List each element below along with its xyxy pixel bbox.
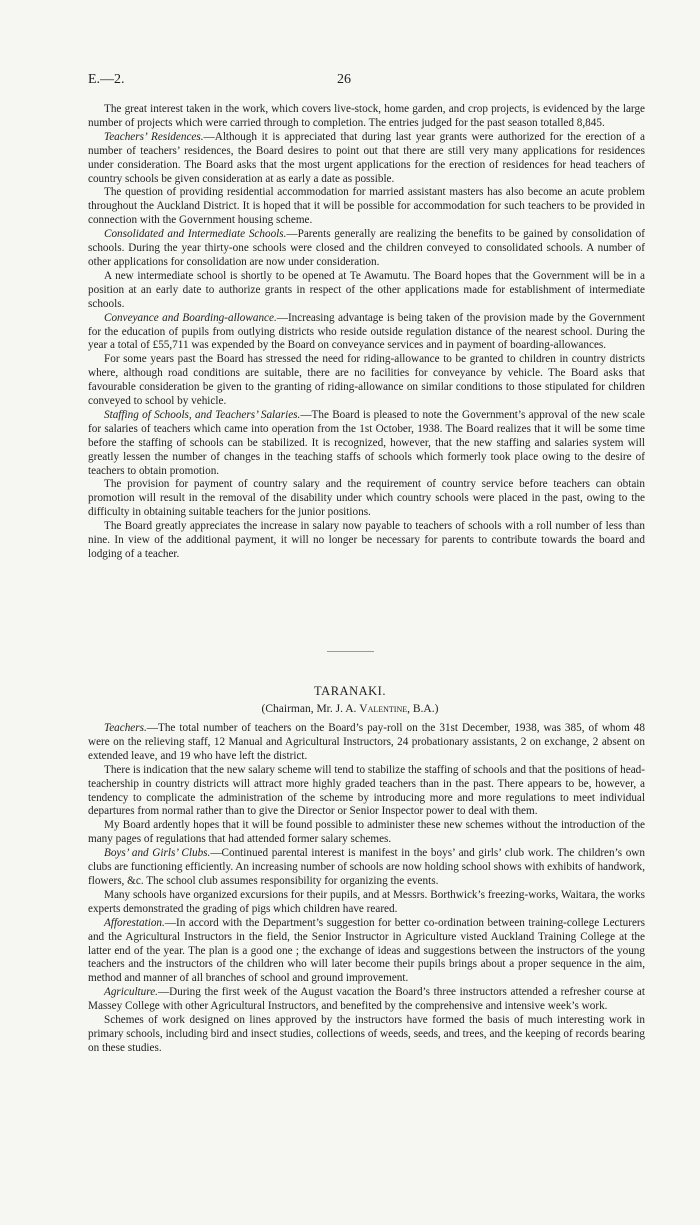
paragraph: Consolidated and Intermediate Schools.—Parents generally are realizing the benefits to be gained by consolidation of schools. During the year thirty-one schools were closed and the children conveyed to consolidated schools. A number of other applications for consolidation are now under consideration. [88, 228, 645, 268]
page-number: 26 [337, 72, 351, 87]
paragraph: The great interest taken in the work, which covers live-stock, home garden, and crop projects, is evidenced by the large number of projects which were carried through to completion. The entries judged for the past season totalled 8,845. [88, 103, 645, 129]
auckland-report-text [88, 103, 645, 562]
report-reference: E.—2. [88, 72, 125, 87]
paragraph: Afforestation.—In accord with the Department’s suggestion for better co-ordination between training-college Lecturers and the Agricultural Instructors in the field, the Senior Instructor in Agriculture visted Auckland Training College at the latter end of the year. The plan is a good one ; the exchange of ideas and suggestions between the instructors of the young teachers and the instructors of the children who will later become their pupils brings about a proper sequence in the aim, method and manner of all branches of school and ground improvement. [88, 916, 645, 985]
paragraph: Many schools have organized excursions for their pupils, and at Messrs. Borthwick’s freezing-works, Waitara, the works experts demonstrated the grading of pigs which children have reared. [88, 888, 645, 915]
paragraph: Boys’ and Girls’ Clubs.—Continued parental interest is manifest in the boys’ and girls’ club work. The children’s own clubs are functioning efficiently. An increasing number of schools are now holding school shows with exhibits of handwork, flowers, &c. The school club assumes responsibility for organizing the events. [88, 847, 645, 887]
paragraph: Teachers.—The total number of teachers on the Board’s pay-roll on the 31st December, 1938, was 385, of whom 48 were on the relieving staff, 12 Manual and Agricultural Instructors, 24 probationary assistants, 2 on exchange, 2 absent on extended leave, and 19 who have left the district. [88, 722, 645, 762]
paragraph: A new intermediate school is shortly to be opened at Te Awamutu. The Board hopes that the Government will be in a position at an early date to authorize grants in respect of the other applications made for establishment of intermediate schools. [88, 269, 645, 310]
paragraph: My Board ardently hopes that it will be found possible to administer these new schemes without the introduction of the many pages of regulations that had attended former salary schemes. [88, 819, 645, 846]
section-divider [327, 651, 374, 652]
section-chairman: (Chairman, Mr. J. A. Valentine, B.A.) [261, 703, 439, 715]
paragraph-heading: Staffing of Schools, and Teachers’ Salaries. [104, 408, 301, 421]
paragraph-heading: Teachers. [104, 722, 147, 734]
paragraph: Teachers’ Residences.—Although it is appreciated that during last year grants were authorized for the erection of a number of teachers’ residences, the Board desires to point out that there are still very many applications for residences under consideration. The Board asks that the most urgent applications for the erection of residences for head teachers of country schools be given consideration at as early a date as possible. [88, 130, 645, 185]
paragraph: Agriculture.—During the first week of the August vacation the Board’s three instructors attended a refresher course at Massey College with other Agricultural Instructors, and benefited by the comprehensive and intensive week’s work. [88, 986, 645, 1013]
paragraph: The question of providing residential accommodation for married assistant masters has also become an acute problem throughout the Auckland District. It is hoped that it will be possible for accommodation for such teachers to be provided in connection with the Government housing scheme. [88, 186, 645, 227]
paragraph-heading: Consolidated and Intermediate Schools. [104, 228, 287, 241]
paragraph-heading: Conveyance and Boarding-allowance. [104, 311, 277, 324]
section-title: TARANAKI. [314, 684, 386, 698]
paragraph: There is indication that the new salary scheme will tend to stabilize the staffing of schools and that the positions of head-teachership in country districts will attract more highly graded teachers than in the past. There appears to be, however, a tendency to complicate the administration of the scheme by introducing more and more regulations to meet individual departures from normal rather than to give the Director or Senior Inspector power to deal with them. [88, 763, 645, 818]
paragraph-heading: Teachers’ Residences. [104, 130, 204, 143]
paragraph-heading: Agriculture. [104, 986, 158, 999]
paragraph: Conveyance and Boarding-allowance.—Increasing advantage is being taken of the provision made by the Government for the education of pupils from outlying districts who reside outside regulation distance of the nearest school. During the year a total of £55,711 was expended by the Board on conveyance services and in payment of boarding-allowances. [88, 311, 645, 352]
paragraph-heading: Afforestation. [104, 916, 165, 929]
paragraph: Staffing of Schools, and Teachers’ Salaries.—The Board is pleased to note the Government’s approval of the new scale for salaries of teachers which came into operation from the 1st October, 1938. The Board realizes that it will be some time before the staffing of schools can be stabilized. It is recognized, however, that the new staffing and salaries system will greatly lessen the number of changes in the teaching staffs of schools which formerly took place owing to the desire of teachers to obtain promotion. [88, 408, 645, 477]
paragraph: The provision for payment of country salary and the requirement of country service before teachers can obtain promotion will result in the removal of the disability under which country schools were placed in the past, owing to the difficulty in obtaining suitable teachers for the junior positions. [88, 478, 645, 519]
paragraph: For some years past the Board has stressed the need for riding-allowance to be granted to children in country districts where, although road conditions are suitable, there are no facilities for conveyance by vehicle. The Board asks that favourable consideration be given to the granting of riding-allowance on similar conditions to those stipulated for children conveyed to school by vehicle. [88, 353, 645, 408]
taranaki-report-text [88, 722, 645, 1056]
paragraph: The Board greatly appreciates the increase in salary now payable to teachers of schools with a roll number of less than nine. In view of the additional payment, it will no longer be necessary for parents to contribute towards the board and lodging of a teacher. [88, 520, 645, 560]
paragraph: Schemes of work designed on lines approved by the instructors have formed the basis of much interesting work in primary schools, including bird and insect studies, collections of weeds, seeds, and trees, and the keeping of records bearing on these studies. [88, 1014, 645, 1054]
paragraph-heading: Boys’ and Girls’ Clubs. [104, 847, 211, 860]
